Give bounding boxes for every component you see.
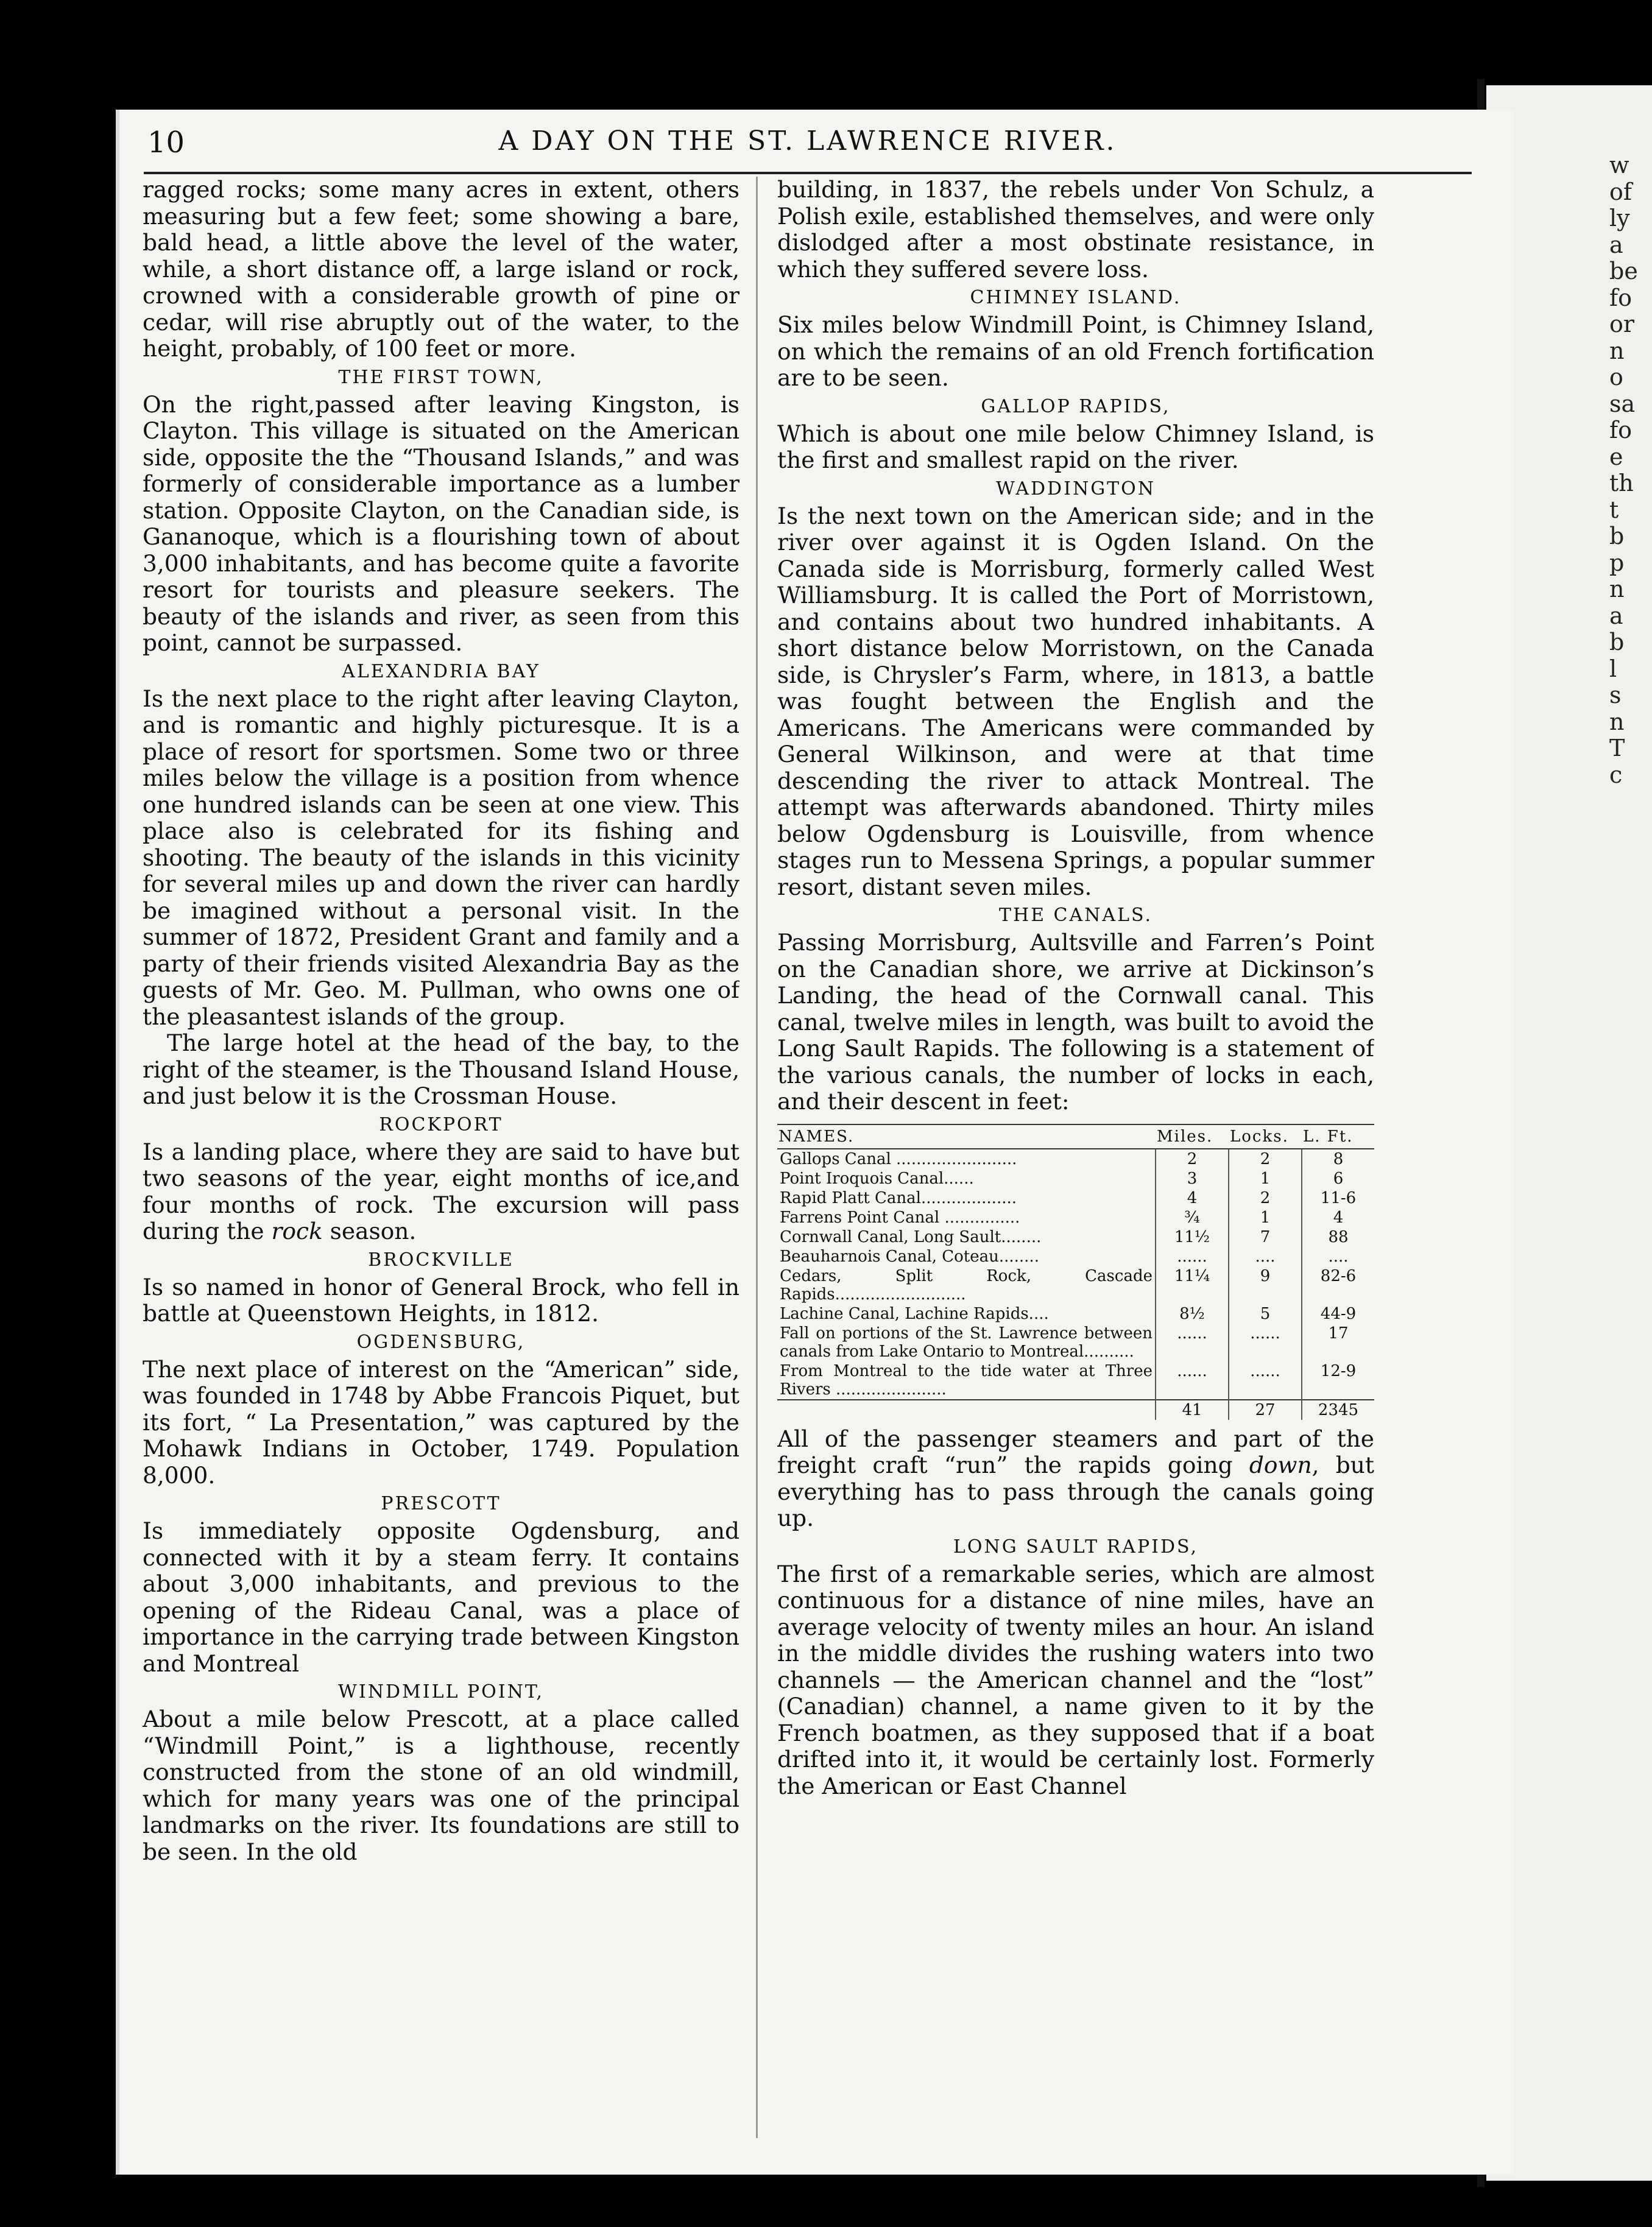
column-header: NAMES. bbox=[777, 1124, 1156, 1149]
canal-name-cell: From Montreal to the tide water at Three Rivers ...................... bbox=[780, 1361, 1153, 1399]
total-cell: 41 bbox=[1156, 1400, 1229, 1420]
value-cell: ...... bbox=[1229, 1361, 1302, 1400]
value-cell: ...... bbox=[1156, 1324, 1229, 1361]
paragraph: Which is about one mile below Chimney Island, is the first and smallest rapid on the river. bbox=[777, 420, 1374, 473]
text-run: All of the passenger steamers and part of the freight craft “run” the rapids going bbox=[777, 1425, 1374, 1478]
value-cell: 2 bbox=[1156, 1149, 1229, 1169]
value-cell: 8 bbox=[1302, 1149, 1374, 1169]
edge-fragment: n bbox=[1609, 708, 1625, 735]
section-heading: LONG SAULT RAPIDS, bbox=[953, 1536, 1199, 1558]
value-cell: 82-6 bbox=[1302, 1266, 1374, 1304]
value-cell: ...... bbox=[1156, 1247, 1229, 1266]
edge-fragment: n bbox=[1609, 337, 1625, 364]
value-cell: 2 bbox=[1229, 1188, 1302, 1208]
paragraph: Passing Morrisburg, Aultsville and Farren’s Point on the Canadian shore, we arrive at Dickinson’s Landing, the head of the Cornwall canal. This canal, twelve miles in length, was built to avoid the Long Sault Rapids. The following is a statement of the various canals, the number of locks in each, and their descent in feet: bbox=[777, 929, 1374, 1115]
section-heading: WINDMILL POINT, bbox=[338, 1681, 544, 1703]
value-cell: 17 bbox=[1302, 1324, 1374, 1361]
section-heading: WADDINGTON bbox=[995, 478, 1156, 499]
column-header: L. Ft. bbox=[1302, 1124, 1374, 1149]
paragraph: The large hotel at the head of the bay, to the right of the steamer, is the Thousand Island House, and just below it is the Crossman House. bbox=[143, 1029, 740, 1109]
edge-fragment: fo bbox=[1609, 284, 1632, 311]
canal-name-cell: Gallops Canal ........................ bbox=[780, 1149, 1017, 1168]
value-cell: .... bbox=[1229, 1247, 1302, 1266]
value-cell: 7 bbox=[1229, 1227, 1302, 1247]
table-row bbox=[777, 1361, 1374, 1400]
edge-fragment: l bbox=[1609, 655, 1617, 682]
section-heading: THE FIRST TOWN, bbox=[338, 366, 544, 388]
total-cell: 27 bbox=[1229, 1400, 1302, 1420]
table-row bbox=[777, 1169, 1374, 1188]
canal-name-cell: Lachine Canal, Lachine Rapids.... bbox=[780, 1304, 1049, 1323]
canal-name-cell: Beauharnois Canal, Coteau........ bbox=[780, 1247, 1039, 1266]
right-column bbox=[777, 177, 1374, 2162]
edge-fragment: th bbox=[1609, 470, 1634, 496]
edge-fragment: sa bbox=[1609, 390, 1636, 417]
paragraph bbox=[143, 1139, 740, 1245]
value-cell: 6 bbox=[1302, 1169, 1374, 1188]
value-cell: 11¼ bbox=[1156, 1266, 1229, 1304]
table-row bbox=[777, 1247, 1374, 1266]
totals-row bbox=[777, 1400, 1374, 1420]
italic-word: down bbox=[1249, 1452, 1312, 1478]
edge-fragment: b bbox=[1609, 523, 1625, 549]
section-heading: THE CANALS. bbox=[998, 905, 1153, 926]
paragraph: Is the next town on the American side; and in the river over against it is Ogden Island. On the Canada side is Morrisburg, formerly called West Williamsburg. It is called the Port of Morristown, and contains about two hundred inhabitants. A short distance below Morristown, on the Canada side, is Chrysler’s Farm, where, in 1813, a battle was fought between the English and the Americans. The Americans were commanded by General Wilkinson, and were at that time descending the river to attack Montreal. The attempt was afterwards abandoned. Thirty miles below Ogdensburg is Louisville, from whence stages run to Messena Springs, a popular summer resort, distant seven miles. bbox=[777, 502, 1374, 900]
value-cell: .... bbox=[1302, 1247, 1374, 1266]
edge-fragment: n bbox=[1609, 576, 1625, 602]
section-heading: GALLOP RAPIDS, bbox=[981, 395, 1171, 417]
value-cell: ...... bbox=[1229, 1324, 1302, 1361]
page-header bbox=[144, 117, 1472, 174]
value-cell: 2 bbox=[1229, 1149, 1302, 1169]
value-cell: 5 bbox=[1229, 1304, 1302, 1324]
value-cell: 4 bbox=[1302, 1208, 1374, 1227]
canal-name-cell: Point Iroquois Canal...... bbox=[780, 1169, 974, 1188]
value-cell: 8½ bbox=[1156, 1304, 1229, 1324]
value-cell: 88 bbox=[1302, 1227, 1374, 1247]
edge-fragment: T bbox=[1609, 735, 1625, 761]
edge-fragment: a bbox=[1609, 602, 1623, 629]
table-row bbox=[777, 1227, 1374, 1247]
paragraph: The first of a remarkable series, which are almost continuous for a distance of nine miles, have an average velocity of twenty miles an hour. An island in the middle divides the rushing waters into two channels — the American channel and the “lost” (Canadian) channel, a name given to it by the French boatmen, as they supposed that if a boat drifted into it, it would be certainly lost. Formerly the American or East Channel bbox=[777, 1560, 1374, 1799]
value-cell: 1 bbox=[1229, 1208, 1302, 1227]
italic-word: rock bbox=[271, 1218, 323, 1244]
paragraph: About a mile below Prescott, at a place called “Windmill Point,” is a lighthouse, recently constructed from the stone of an old windmill, which for many years was one of the principal landmarks on the river. Its foundations are still to be seen. In the old bbox=[143, 1706, 740, 1865]
section-heading: CHIMNEY ISLAND. bbox=[970, 287, 1182, 308]
value-cell: 44-9 bbox=[1302, 1304, 1374, 1324]
paragraph: The next place of interest on the “American” side, was founded in 1748 by Abbe Francois Piquet, but its fort, “ La Presentation,” was captured by the Mohawk Indians in October, 1749. Population 8,000. bbox=[143, 1355, 740, 1489]
paragraph: On the right,passed after leaving Kingston, is Clayton. This village is situated on the American side, opposite the the “Thousand Islands,” and was formerly of considerable importance as a lumber station. Opposite Clayton, on the Canadian side, is Gananoque, which is a flourishing town of about 3,000 inhabitants, and has become quite a favorite resort for tourists and pleasure seekers. The beauty of the islands and river, as seen from this point, cannot be surpassed. bbox=[143, 390, 740, 656]
edge-fragment: o bbox=[1609, 364, 1623, 390]
total-cell bbox=[777, 1400, 1156, 1420]
edge-fragment: b bbox=[1609, 629, 1625, 655]
left-column bbox=[143, 177, 740, 2162]
section-heading: BROCKVILLE bbox=[368, 1249, 514, 1271]
value-cell: 4 bbox=[1156, 1188, 1229, 1208]
table-row bbox=[777, 1324, 1374, 1361]
paragraph: Is the next place to the right after leaving Clayton, and is romantic and highly picturesque. It is a place of resort for sportsmen. Some two or three miles below the village is a position from whence one hundred islands can be seen at one view. This place also is celebrated for its fishing and shooting. The beauty of the islands in this vicinity for several miles up and down the river can hardly be imagined without a personal visit. In the summer of 1872, President Grant and family and a party of their friends visited Alexandria Bay as the guests of Mr. Geo. M. Pullman, who owns one of the pleasantest islands of the group. bbox=[143, 685, 740, 1030]
total-cell: 2345 bbox=[1302, 1400, 1374, 1420]
paragraph: Is immediately opposite Ogdensburg, and connected with it by a steam ferry. It contains about 3,000 inhabitants, and previous to the opening of the Rideau Canal, was a place of importance in the carrying trade between Kingston and Montreal bbox=[143, 1517, 740, 1677]
value-cell: 3 bbox=[1156, 1169, 1229, 1188]
edge-fragment: fo bbox=[1609, 417, 1632, 443]
document-page bbox=[116, 110, 1514, 2175]
value-cell: 1 bbox=[1229, 1169, 1302, 1188]
paragraph bbox=[777, 1426, 1374, 1532]
paragraph: Six miles below Windmill Point, is Chimney Island, on which the remains of an old French fortification are to be seen. bbox=[777, 311, 1374, 391]
edge-fragment: w bbox=[1609, 152, 1629, 178]
text-run: Is a landing place, where they are said to have but two seasons of the year, eight months of ice,and four months of rock. The excursion will pass during the bbox=[143, 1138, 740, 1244]
paragraph: building, in 1837, the rebels under Von Schulz, a Polish exile, established themselves, and were only dislodged after a most obstinate resistance, in which they suffered severe loss. bbox=[777, 177, 1374, 283]
canal-name-cell: Farrens Point Canal ............... bbox=[780, 1208, 1020, 1227]
edge-fragment: of bbox=[1609, 178, 1632, 205]
table-row bbox=[777, 1149, 1374, 1169]
paragraph: Is so named in honor of General Brock, who fell in battle at Queenstown Heights, in 1812. bbox=[143, 1273, 740, 1327]
column-rule bbox=[756, 177, 758, 2138]
column-header: Miles. bbox=[1156, 1124, 1229, 1149]
value-cell: 12-9 bbox=[1302, 1361, 1374, 1400]
value-cell: ¾ bbox=[1156, 1208, 1229, 1227]
edge-fragment: s bbox=[1609, 682, 1622, 708]
value-cell: 9 bbox=[1229, 1266, 1302, 1304]
edge-fragment: or bbox=[1609, 311, 1635, 337]
canal-name-cell: Rapid Platt Canal................... bbox=[780, 1188, 1017, 1207]
value-cell: 11½ bbox=[1156, 1227, 1229, 1247]
section-heading: OGDENSBURG, bbox=[356, 1331, 526, 1353]
edge-fragment: p bbox=[1609, 549, 1625, 576]
edge-fragment: t bbox=[1609, 496, 1619, 523]
edge-fragment: be bbox=[1609, 258, 1638, 284]
table-row bbox=[777, 1266, 1374, 1304]
edge-fragment: c bbox=[1609, 761, 1623, 788]
paragraph: ragged rocks; some many acres in extent, others measuring but a few feet; some showing a bare, bald head, a little above the level of the water, while, a short distance off, a large island or rock, crowned with a considerable growth of pine or cedar, will rise abruptly out of the water, to the height, probably, of 100 feet or more. bbox=[143, 177, 740, 362]
section-heading: PRESCOTT bbox=[381, 1493, 501, 1514]
canals-table bbox=[777, 1124, 1374, 1420]
section-heading: ALEXANDRIA BAY bbox=[342, 660, 540, 682]
table-header-row bbox=[777, 1124, 1374, 1149]
canal-name-cell: Cedars, Split Rock, Cascade Rapids.......................... bbox=[780, 1266, 1153, 1304]
section-heading: ROCKPORT bbox=[379, 1114, 503, 1135]
value-cell: 11-6 bbox=[1302, 1188, 1374, 1208]
table-row bbox=[777, 1208, 1374, 1227]
next-page-edge-text bbox=[1609, 152, 1640, 788]
table-row bbox=[777, 1304, 1374, 1324]
edge-fragment: a bbox=[1609, 231, 1623, 258]
canal-name-cell: Fall on portions of the St. Lawrence between canals from Lake Ontario to Montreal.......... bbox=[780, 1324, 1153, 1361]
canal-name-cell: Cornwall Canal, Long Sault........ bbox=[780, 1227, 1042, 1246]
table-row bbox=[777, 1188, 1374, 1208]
edge-fragment: e bbox=[1609, 443, 1623, 470]
running-title: A DAY ON THE ST. LAWRENCE RIVER. bbox=[498, 125, 1117, 157]
edge-fragment: ly bbox=[1609, 205, 1630, 231]
text-run: season. bbox=[322, 1218, 417, 1244]
text-run: , but everything has to pass through the canals going up. bbox=[777, 1452, 1374, 1531]
page-number: 10 bbox=[147, 125, 185, 160]
value-cell: ...... bbox=[1156, 1361, 1229, 1400]
column-header: Locks. bbox=[1229, 1124, 1302, 1149]
